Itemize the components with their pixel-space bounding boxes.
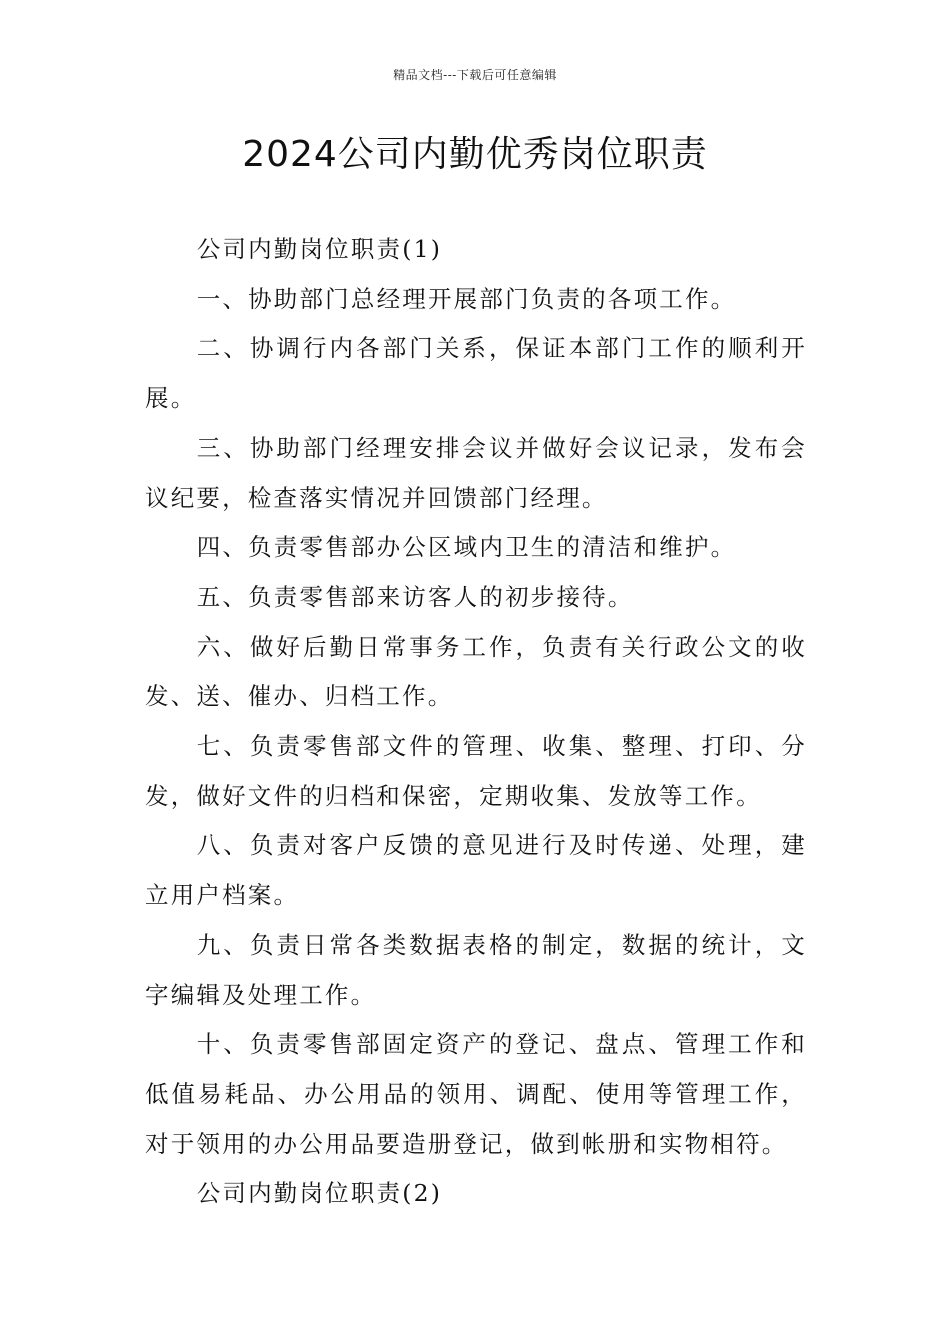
header-note: 精品文档---下载后可任意编辑 (393, 68, 557, 82)
duty-item-4: 四、负责零售部办公区域内卫生的清洁和维护。 (196, 533, 737, 562)
duty-item-5: 五、负责零售部来访客人的初步接待。 (196, 582, 634, 611)
section-heading-2: 公司内勤岗位职责(2) (196, 1179, 443, 1208)
document-body (145, 225, 807, 1219)
duty-item-1: 一、协助部门总经理开展部门负责的各项工作。 (196, 284, 737, 313)
duty-item-8: 八、负责对客户反馈的意见进行及时传递、处理，建立用户档案。 (145, 831, 807, 910)
document-title: 2024公司内勤优秀岗位职责 (242, 134, 708, 175)
duty-item-6: 六、做好后勤日常事务工作，负责有关行政公文的收发、送、催办、归档工作。 (145, 632, 807, 711)
duty-item-3: 三、协助部门经理安排会议并做好会议记录，发布会议纪要，检查落实情况并回馈部门经理。 (145, 433, 807, 512)
duty-item-7: 七、负责零售部文件的管理、收集、整理、打印、分发，做好文件的归档和保密，定期收集、发放等工作。 (145, 732, 807, 810)
duty-item-10: 十、负责零售部固定资产的登记、盘点、管理工作和低值易耗品、办公用品的领用、调配、使用等管理工作，对于领用的办公用品要造册登记，做到帐册和实物相符。 (145, 1030, 807, 1158)
duty-item-9: 九、负责日常各类数据表格的制定，数据的统计，文字编辑及处理工作。 (145, 930, 807, 1009)
duty-item-2: 二、协调行内各部门关系，保证本部门工作的顺利开展。 (145, 334, 807, 413)
section-heading-1: 公司内勤岗位职责(1) (196, 235, 443, 263)
